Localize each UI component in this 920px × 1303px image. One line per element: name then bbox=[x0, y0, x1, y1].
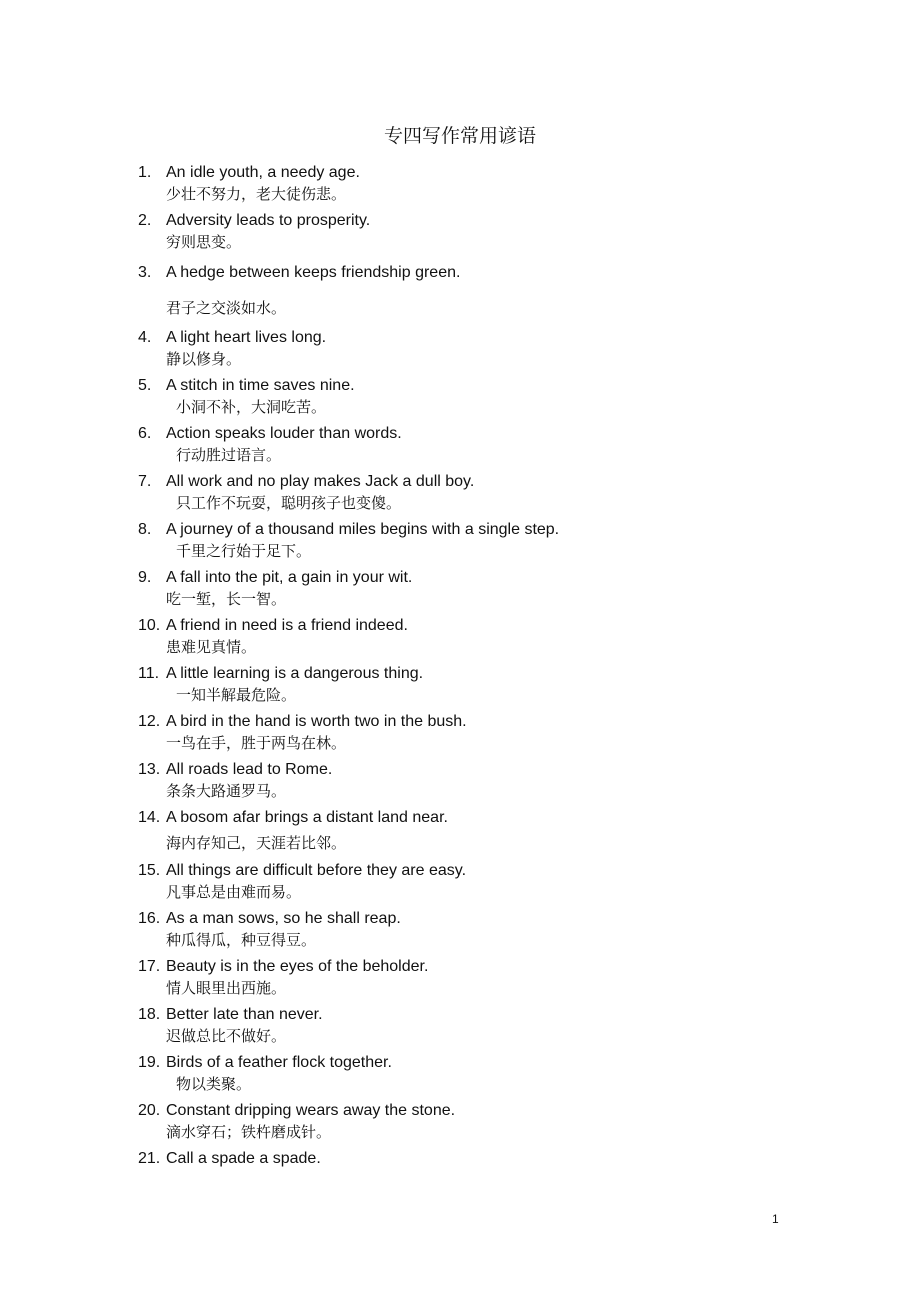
proverb-chinese: 少壮不努力，老大徒伤悲。 bbox=[166, 185, 347, 203]
list-item bbox=[138, 860, 818, 903]
proverb-chinese: 海内存知己，天涯若比邻。 bbox=[166, 834, 347, 852]
list-item bbox=[138, 711, 818, 754]
proverb-english: A fall into the pit, a gain in your wit. bbox=[166, 569, 413, 586]
item-number: 19. bbox=[138, 1054, 161, 1071]
proverb-english: A light heart lives long. bbox=[166, 329, 327, 346]
item-number: 8. bbox=[138, 521, 152, 538]
proverb-english: All things are difficult before they are easy. bbox=[166, 862, 467, 879]
list-item bbox=[138, 956, 818, 999]
proverb-english: Birds of a feather flock together. bbox=[166, 1054, 392, 1071]
item-number: 13. bbox=[138, 761, 161, 778]
item-number: 3. bbox=[138, 264, 152, 281]
proverb-chinese: 条条大路通罗马。 bbox=[166, 782, 287, 800]
list-item bbox=[138, 327, 818, 370]
proverb-chinese: 行动胜过语言。 bbox=[176, 446, 282, 464]
page-number: 1 bbox=[772, 1212, 779, 1226]
proverb-chinese: 一鸟在手，胜于两鸟在林。 bbox=[166, 734, 347, 752]
list-item bbox=[138, 615, 818, 658]
list-item bbox=[138, 1052, 818, 1095]
list-item bbox=[138, 210, 818, 253]
proverb-english: A journey of a thousand miles begins with a single step. bbox=[166, 521, 560, 538]
proverb-chinese: 君子之交淡如水。 bbox=[166, 299, 287, 317]
proverb-english: A bosom afar brings a distant land near. bbox=[166, 809, 448, 826]
proverb-english: A little learning is a dangerous thing. bbox=[166, 665, 424, 682]
item-number: 18. bbox=[138, 1006, 161, 1023]
item-number: 9. bbox=[138, 569, 152, 586]
proverb-chinese: 一知半解最危险。 bbox=[176, 686, 297, 704]
page-title: 专四写作常用谚语 bbox=[383, 125, 536, 147]
item-number: 20. bbox=[138, 1102, 161, 1119]
proverb-english: Constant dripping wears away the stone. bbox=[166, 1102, 456, 1119]
item-number: 5. bbox=[138, 377, 152, 394]
proverb-english: Adversity leads to prosperity. bbox=[166, 212, 371, 229]
list-item bbox=[138, 567, 818, 610]
item-number: 11. bbox=[138, 665, 160, 682]
proverb-english: Better late than never. bbox=[166, 1006, 323, 1023]
proverb-english: Beauty is in the eyes of the beholder. bbox=[166, 958, 429, 975]
list-item bbox=[138, 519, 818, 562]
item-number: 7. bbox=[138, 473, 152, 490]
item-number: 10. bbox=[138, 617, 161, 634]
list-item bbox=[138, 1148, 818, 1170]
proverb-chinese: 种瓜得瓜，种豆得豆。 bbox=[166, 931, 317, 949]
proverb-chinese: 迟做总比不做好。 bbox=[166, 1027, 287, 1045]
list-item bbox=[138, 423, 818, 466]
proverb-english: Call a spade a spade. bbox=[166, 1150, 321, 1167]
proverb-chinese: 患难见真情。 bbox=[166, 638, 257, 656]
list-item bbox=[138, 759, 818, 802]
item-number: 21. bbox=[138, 1150, 161, 1167]
item-number: 6. bbox=[138, 425, 152, 442]
item-number: 2. bbox=[138, 212, 152, 229]
item-number: 17. bbox=[138, 958, 161, 975]
proverb-english: An idle youth, a needy age. bbox=[166, 164, 360, 181]
proverb-english: A stitch in time saves nine. bbox=[166, 377, 355, 394]
list-item bbox=[138, 162, 818, 205]
item-number: 14. bbox=[138, 809, 161, 826]
list-item bbox=[138, 471, 818, 514]
proverb-english: As a man sows, so he shall reap. bbox=[166, 910, 401, 927]
proverb-english: A friend in need is a friend indeed. bbox=[166, 617, 408, 634]
proverb-english: Action speaks louder than words. bbox=[166, 425, 402, 442]
proverb-chinese: 小洞不补，大洞吃苦。 bbox=[176, 398, 327, 416]
item-number: 1. bbox=[138, 164, 152, 181]
item-number: 16. bbox=[138, 910, 161, 927]
proverb-english: A bird in the hand is worth two in the bush. bbox=[166, 713, 467, 730]
proverb-chinese: 静以修身。 bbox=[166, 350, 242, 368]
proverb-chinese: 物以类聚。 bbox=[176, 1075, 252, 1093]
proverb-chinese: 情人眼里出西施。 bbox=[166, 979, 287, 997]
proverb-list bbox=[138, 162, 818, 1175]
proverb-chinese: 滴水穿石；铁杵磨成针。 bbox=[166, 1123, 332, 1141]
proverb-chinese: 凡事总是由难而易。 bbox=[166, 883, 302, 901]
proverb-chinese: 穷则思变。 bbox=[166, 233, 242, 251]
list-item bbox=[138, 908, 818, 951]
list-item bbox=[138, 807, 818, 854]
proverb-english: All roads lead to Rome. bbox=[166, 761, 333, 778]
proverb-english: All work and no play makes Jack a dull boy. bbox=[166, 473, 475, 490]
proverb-chinese: 千里之行始于足下。 bbox=[176, 542, 312, 560]
proverb-chinese: 只工作不玩耍，聪明孩子也变傻。 bbox=[176, 494, 402, 512]
list-item bbox=[138, 1004, 818, 1047]
list-item bbox=[138, 663, 818, 706]
proverb-chinese: 吃一堑，长一智。 bbox=[166, 590, 287, 608]
list-item bbox=[138, 1100, 818, 1143]
list-item bbox=[138, 262, 818, 319]
item-number: 12. bbox=[138, 713, 161, 730]
item-number: 4. bbox=[138, 329, 152, 346]
item-number: 15. bbox=[138, 862, 161, 879]
proverb-english: A hedge between keeps friendship green. bbox=[166, 264, 461, 281]
list-item bbox=[138, 375, 818, 418]
